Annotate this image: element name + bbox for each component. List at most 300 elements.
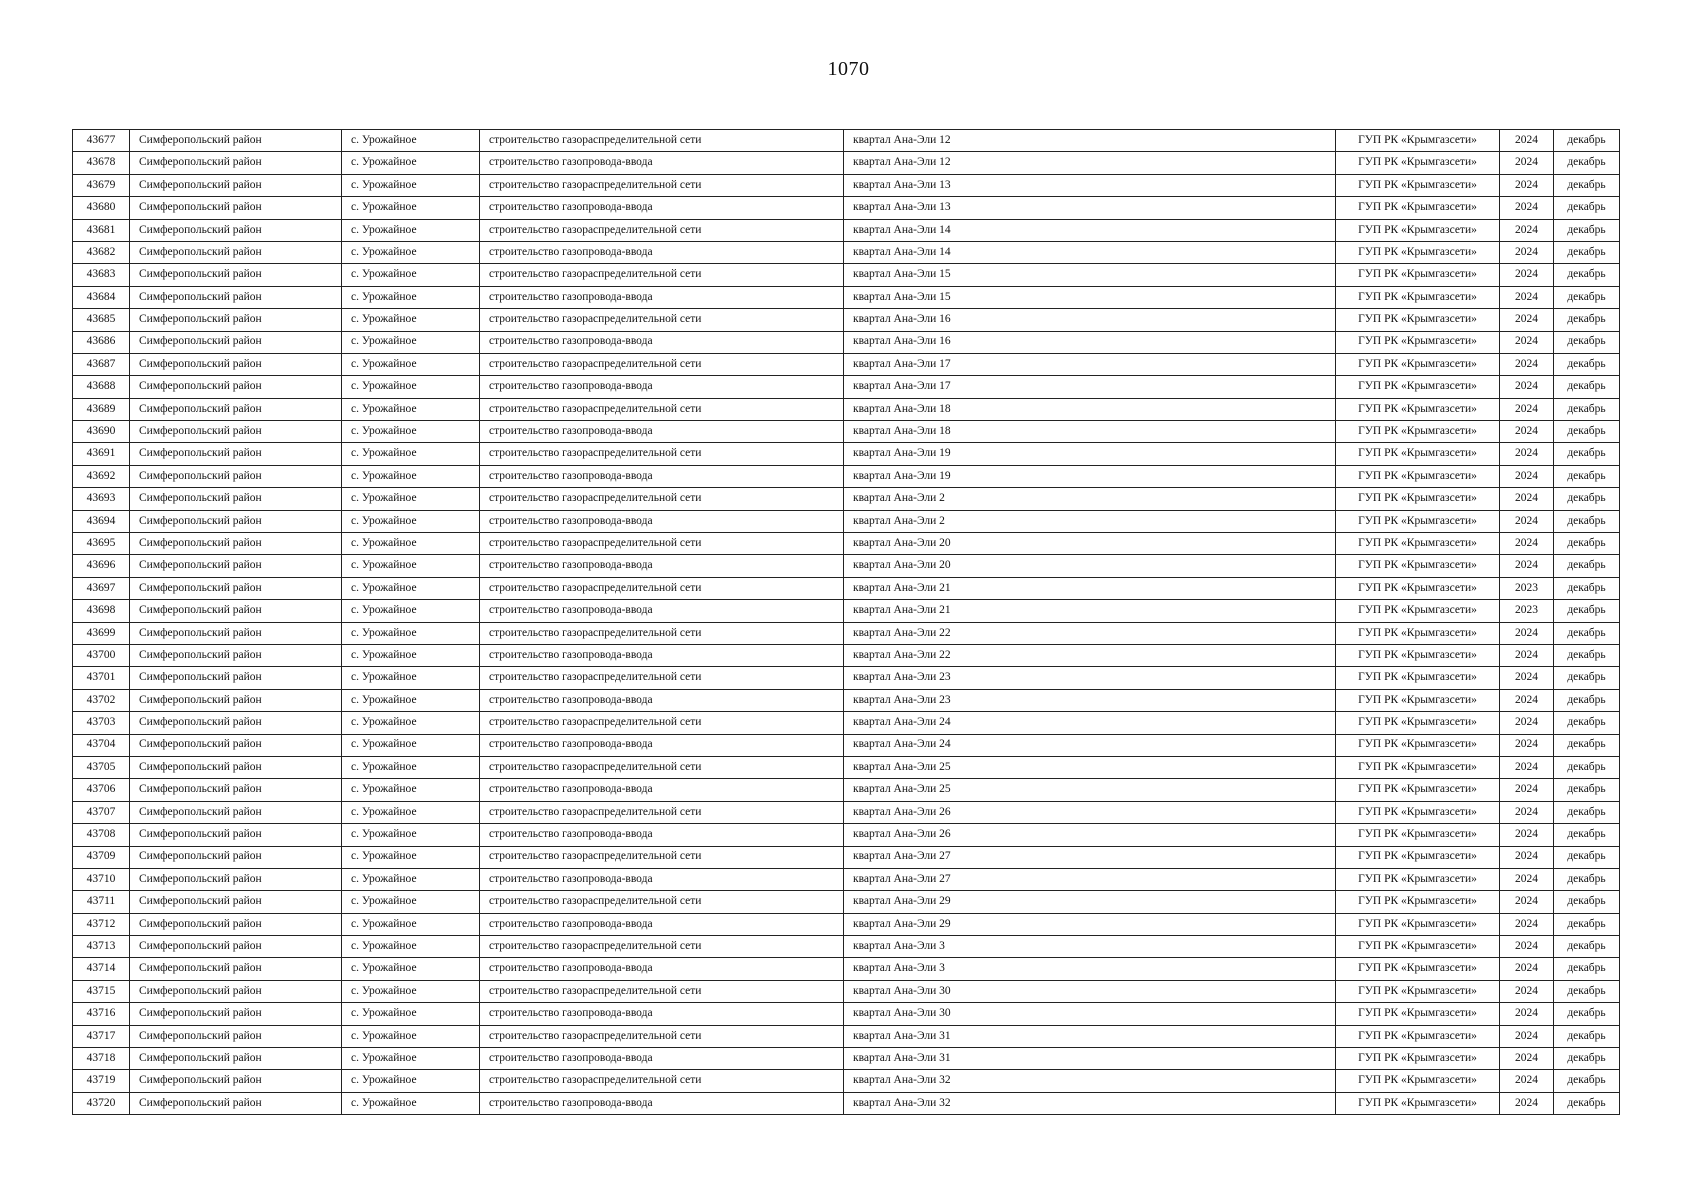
cell-district: Симферопольский район xyxy=(130,398,342,420)
cell-year: 2024 xyxy=(1500,824,1554,846)
cell-work-type: строительство газопровода-ввода xyxy=(480,376,844,398)
table-row xyxy=(73,197,1620,219)
cell-district: Симферопольский район xyxy=(130,577,342,599)
cell-work-type: строительство газопровода-ввода xyxy=(480,1048,844,1070)
cell-address: квартал Ана-Эли 18 xyxy=(844,421,1336,443)
cell-district: Симферопольский район xyxy=(130,1092,342,1114)
cell-district: Симферопольский район xyxy=(130,264,342,286)
cell-district: Симферопольский район xyxy=(130,779,342,801)
cell-month: декабрь xyxy=(1554,264,1620,286)
cell-district: Симферопольский район xyxy=(130,510,342,532)
cell-district: Симферопольский район xyxy=(130,756,342,778)
cell-district: Симферопольский район xyxy=(130,309,342,331)
cell-address: квартал Ана-Эли 25 xyxy=(844,756,1336,778)
cell-year: 2024 xyxy=(1500,756,1554,778)
cell-district: Симферопольский район xyxy=(130,801,342,823)
cell-organization: ГУП РК «Крымгазсети» xyxy=(1336,801,1500,823)
cell-locality: с. Урожайное xyxy=(342,533,480,555)
cell-organization: ГУП РК «Крымгазсети» xyxy=(1336,130,1500,152)
cell-work-type: строительство газораспределительной сети xyxy=(480,398,844,420)
cell-month: декабрь xyxy=(1554,1025,1620,1047)
cell-month: декабрь xyxy=(1554,197,1620,219)
cell-locality: с. Урожайное xyxy=(342,600,480,622)
cell-organization: ГУП РК «Крымгазсети» xyxy=(1336,1003,1500,1025)
table-row xyxy=(73,241,1620,263)
table-row xyxy=(73,1092,1620,1114)
cell-address: квартал Ана-Эли 22 xyxy=(844,644,1336,666)
cell-district: Симферопольский район xyxy=(130,667,342,689)
cell-locality: с. Урожайное xyxy=(342,1003,480,1025)
cell-locality: с. Урожайное xyxy=(342,376,480,398)
cell-month: декабрь xyxy=(1554,577,1620,599)
cell-work-type: строительство газопровода-ввода xyxy=(480,824,844,846)
cell-month: декабрь xyxy=(1554,756,1620,778)
cell-district: Симферопольский район xyxy=(130,958,342,980)
cell-month: декабрь xyxy=(1554,488,1620,510)
cell-work-type: строительство газопровода-ввода xyxy=(480,689,844,711)
table-row xyxy=(73,331,1620,353)
table-row xyxy=(73,712,1620,734)
cell-number: 43693 xyxy=(73,488,130,510)
cell-address: квартал Ана-Эли 3 xyxy=(844,936,1336,958)
cell-organization: ГУП РК «Крымгазсети» xyxy=(1336,1048,1500,1070)
cell-district: Симферопольский район xyxy=(130,846,342,868)
table-row xyxy=(73,980,1620,1002)
cell-number: 43685 xyxy=(73,309,130,331)
cell-address: квартал Ана-Эли 13 xyxy=(844,197,1336,219)
cell-month: декабрь xyxy=(1554,465,1620,487)
cell-number: 43702 xyxy=(73,689,130,711)
cell-locality: с. Урожайное xyxy=(342,152,480,174)
cell-work-type: строительство газораспределительной сети xyxy=(480,712,844,734)
registry-body xyxy=(73,130,1620,1115)
cell-organization: ГУП РК «Крымгазсети» xyxy=(1336,421,1500,443)
cell-locality: с. Урожайное xyxy=(342,846,480,868)
cell-number: 43701 xyxy=(73,667,130,689)
cell-number: 43707 xyxy=(73,801,130,823)
cell-month: декабрь xyxy=(1554,309,1620,331)
table-row xyxy=(73,689,1620,711)
cell-locality: с. Урожайное xyxy=(342,622,480,644)
cell-address: квартал Ана-Эли 15 xyxy=(844,286,1336,308)
cell-address: квартал Ана-Эли 32 xyxy=(844,1092,1336,1114)
cell-month: декабрь xyxy=(1554,1070,1620,1092)
cell-year: 2024 xyxy=(1500,555,1554,577)
cell-organization: ГУП РК «Крымгазсети» xyxy=(1336,712,1500,734)
table-row xyxy=(73,376,1620,398)
cell-work-type: строительство газопровода-ввода xyxy=(480,779,844,801)
cell-organization: ГУП РК «Крымгазсети» xyxy=(1336,219,1500,241)
cell-year: 2024 xyxy=(1500,667,1554,689)
cell-number: 43690 xyxy=(73,421,130,443)
table-row xyxy=(73,1003,1620,1025)
table-row xyxy=(73,152,1620,174)
cell-organization: ГУП РК «Крымгазсети» xyxy=(1336,241,1500,263)
table-row xyxy=(73,644,1620,666)
cell-work-type: строительство газопровода-ввода xyxy=(480,644,844,666)
cell-locality: с. Урожайное xyxy=(342,443,480,465)
cell-organization: ГУП РК «Крымгазсети» xyxy=(1336,376,1500,398)
cell-locality: с. Урожайное xyxy=(342,936,480,958)
cell-organization: ГУП РК «Крымгазсети» xyxy=(1336,779,1500,801)
cell-address: квартал Ана-Эли 13 xyxy=(844,174,1336,196)
cell-year: 2024 xyxy=(1500,689,1554,711)
cell-address: квартал Ана-Эли 12 xyxy=(844,130,1336,152)
cell-locality: с. Урожайное xyxy=(342,644,480,666)
cell-district: Симферопольский район xyxy=(130,824,342,846)
table-row xyxy=(73,174,1620,196)
cell-year: 2024 xyxy=(1500,309,1554,331)
cell-organization: ГУП РК «Крымгазсети» xyxy=(1336,264,1500,286)
cell-organization: ГУП РК «Крымгазсети» xyxy=(1336,891,1500,913)
cell-organization: ГУП РК «Крымгазсети» xyxy=(1336,197,1500,219)
cell-organization: ГУП РК «Крымгазсети» xyxy=(1336,443,1500,465)
table-row xyxy=(73,398,1620,420)
table-row xyxy=(73,936,1620,958)
cell-month: декабрь xyxy=(1554,712,1620,734)
table-row xyxy=(73,868,1620,890)
cell-address: квартал Ана-Эли 2 xyxy=(844,488,1336,510)
cell-locality: с. Урожайное xyxy=(342,130,480,152)
cell-district: Симферопольский район xyxy=(130,936,342,958)
table-row xyxy=(73,779,1620,801)
cell-month: декабрь xyxy=(1554,152,1620,174)
cell-year: 2024 xyxy=(1500,130,1554,152)
cell-year: 2024 xyxy=(1500,980,1554,1002)
cell-locality: с. Урожайное xyxy=(342,1070,480,1092)
cell-work-type: строительство газораспределительной сети xyxy=(480,309,844,331)
cell-month: декабрь xyxy=(1554,600,1620,622)
cell-month: декабрь xyxy=(1554,421,1620,443)
cell-address: квартал Ана-Эли 30 xyxy=(844,980,1336,1002)
cell-district: Симферопольский район xyxy=(130,286,342,308)
cell-year: 2024 xyxy=(1500,868,1554,890)
cell-month: декабрь xyxy=(1554,219,1620,241)
cell-organization: ГУП РК «Крымгазсети» xyxy=(1336,555,1500,577)
cell-address: квартал Ана-Эли 12 xyxy=(844,152,1336,174)
cell-organization: ГУП РК «Крымгазсети» xyxy=(1336,958,1500,980)
cell-work-type: строительство газораспределительной сети xyxy=(480,667,844,689)
cell-address: квартал Ана-Эли 19 xyxy=(844,465,1336,487)
cell-month: декабрь xyxy=(1554,779,1620,801)
cell-locality: с. Урожайное xyxy=(342,264,480,286)
cell-work-type: строительство газораспределительной сети xyxy=(480,353,844,375)
cell-locality: с. Урожайное xyxy=(342,421,480,443)
cell-number: 43682 xyxy=(73,241,130,263)
cell-locality: с. Урожайное xyxy=(342,309,480,331)
cell-number: 43706 xyxy=(73,779,130,801)
cell-work-type: строительство газораспределительной сети xyxy=(480,1070,844,1092)
cell-year: 2024 xyxy=(1500,734,1554,756)
cell-year: 2024 xyxy=(1500,219,1554,241)
cell-district: Симферопольский район xyxy=(130,1048,342,1070)
table-row xyxy=(73,801,1620,823)
cell-year: 2024 xyxy=(1500,421,1554,443)
cell-month: декабрь xyxy=(1554,510,1620,532)
cell-year: 2024 xyxy=(1500,465,1554,487)
cell-organization: ГУП РК «Крымгазсети» xyxy=(1336,152,1500,174)
cell-work-type: строительство газораспределительной сети xyxy=(480,936,844,958)
cell-year: 2024 xyxy=(1500,152,1554,174)
cell-address: квартал Ана-Эли 26 xyxy=(844,824,1336,846)
cell-month: декабрь xyxy=(1554,241,1620,263)
cell-number: 43677 xyxy=(73,130,130,152)
cell-month: декабрь xyxy=(1554,824,1620,846)
cell-locality: с. Урожайное xyxy=(342,667,480,689)
cell-work-type: строительство газораспределительной сети xyxy=(480,756,844,778)
cell-locality: с. Урожайное xyxy=(342,353,480,375)
cell-number: 43681 xyxy=(73,219,130,241)
cell-address: квартал Ана-Эли 27 xyxy=(844,868,1336,890)
table-row xyxy=(73,219,1620,241)
cell-locality: с. Урожайное xyxy=(342,779,480,801)
cell-work-type: строительство газопровода-ввода xyxy=(480,286,844,308)
cell-number: 43695 xyxy=(73,533,130,555)
table-row xyxy=(73,309,1620,331)
cell-district: Симферопольский район xyxy=(130,241,342,263)
table-row xyxy=(73,130,1620,152)
cell-work-type: строительство газопровода-ввода xyxy=(480,868,844,890)
cell-address: квартал Ана-Эли 3 xyxy=(844,958,1336,980)
cell-number: 43703 xyxy=(73,712,130,734)
cell-organization: ГУП РК «Крымгазсети» xyxy=(1336,309,1500,331)
cell-organization: ГУП РК «Крымгазсети» xyxy=(1336,622,1500,644)
cell-number: 43716 xyxy=(73,1003,130,1025)
table-row xyxy=(73,286,1620,308)
cell-month: декабрь xyxy=(1554,891,1620,913)
cell-number: 43684 xyxy=(73,286,130,308)
cell-address: квартал Ана-Эли 16 xyxy=(844,331,1336,353)
cell-locality: с. Урожайное xyxy=(342,868,480,890)
cell-month: декабрь xyxy=(1554,667,1620,689)
cell-locality: с. Урожайное xyxy=(342,980,480,1002)
cell-address: квартал Ана-Эли 14 xyxy=(844,241,1336,263)
cell-organization: ГУП РК «Крымгазсети» xyxy=(1336,734,1500,756)
cell-organization: ГУП РК «Крымгазсети» xyxy=(1336,488,1500,510)
cell-district: Симферопольский район xyxy=(130,197,342,219)
table-row xyxy=(73,510,1620,532)
cell-year: 2024 xyxy=(1500,936,1554,958)
cell-number: 43678 xyxy=(73,152,130,174)
cell-locality: с. Урожайное xyxy=(342,689,480,711)
cell-district: Симферопольский район xyxy=(130,376,342,398)
cell-work-type: строительство газораспределительной сети xyxy=(480,130,844,152)
cell-organization: ГУП РК «Крымгазсети» xyxy=(1336,913,1500,935)
cell-month: декабрь xyxy=(1554,286,1620,308)
cell-locality: с. Урожайное xyxy=(342,331,480,353)
table-row xyxy=(73,846,1620,868)
cell-locality: с. Урожайное xyxy=(342,174,480,196)
table-row xyxy=(73,264,1620,286)
cell-number: 43698 xyxy=(73,600,130,622)
cell-year: 2024 xyxy=(1500,443,1554,465)
cell-organization: ГУП РК «Крымгазсети» xyxy=(1336,577,1500,599)
cell-locality: с. Урожайное xyxy=(342,219,480,241)
cell-locality: с. Урожайное xyxy=(342,913,480,935)
cell-address: квартал Ана-Эли 21 xyxy=(844,577,1336,599)
cell-year: 2024 xyxy=(1500,801,1554,823)
cell-month: декабрь xyxy=(1554,801,1620,823)
cell-locality: с. Урожайное xyxy=(342,241,480,263)
cell-month: декабрь xyxy=(1554,913,1620,935)
cell-month: декабрь xyxy=(1554,130,1620,152)
cell-work-type: строительство газопровода-ввода xyxy=(480,734,844,756)
cell-number: 43719 xyxy=(73,1070,130,1092)
cell-number: 43705 xyxy=(73,756,130,778)
cell-address: квартал Ана-Эли 20 xyxy=(844,533,1336,555)
cell-organization: ГУП РК «Крымгазсети» xyxy=(1336,1092,1500,1114)
cell-district: Симферопольский район xyxy=(130,555,342,577)
cell-month: декабрь xyxy=(1554,868,1620,890)
cell-work-type: строительство газопровода-ввода xyxy=(480,197,844,219)
cell-year: 2024 xyxy=(1500,331,1554,353)
cell-organization: ГУП РК «Крымгазсети» xyxy=(1336,174,1500,196)
table-row xyxy=(73,443,1620,465)
table-row xyxy=(73,353,1620,375)
table-row xyxy=(73,734,1620,756)
cell-month: декабрь xyxy=(1554,331,1620,353)
cell-work-type: строительство газопровода-ввода xyxy=(480,465,844,487)
cell-year: 2024 xyxy=(1500,1048,1554,1070)
cell-locality: с. Урожайное xyxy=(342,577,480,599)
cell-number: 43680 xyxy=(73,197,130,219)
cell-district: Симферопольский район xyxy=(130,219,342,241)
cell-work-type: строительство газопровода-ввода xyxy=(480,241,844,263)
cell-number: 43709 xyxy=(73,846,130,868)
cell-work-type: строительство газораспределительной сети xyxy=(480,488,844,510)
cell-work-type: строительство газораспределительной сети xyxy=(480,533,844,555)
cell-district: Симферопольский район xyxy=(130,353,342,375)
cell-district: Симферопольский район xyxy=(130,644,342,666)
cell-address: квартал Ана-Эли 24 xyxy=(844,712,1336,734)
cell-number: 43699 xyxy=(73,622,130,644)
cell-month: декабрь xyxy=(1554,555,1620,577)
cell-number: 43696 xyxy=(73,555,130,577)
cell-organization: ГУП РК «Крымгазсети» xyxy=(1336,510,1500,532)
cell-number: 43679 xyxy=(73,174,130,196)
cell-organization: ГУП РК «Крымгазсети» xyxy=(1336,600,1500,622)
cell-number: 43708 xyxy=(73,824,130,846)
table-row xyxy=(73,1048,1620,1070)
cell-work-type: строительство газопровода-ввода xyxy=(480,1003,844,1025)
cell-locality: с. Урожайное xyxy=(342,465,480,487)
cell-work-type: строительство газораспределительной сети xyxy=(480,264,844,286)
cell-organization: ГУП РК «Крымгазсети» xyxy=(1336,644,1500,666)
cell-work-type: строительство газопровода-ввода xyxy=(480,510,844,532)
cell-work-type: строительство газораспределительной сети xyxy=(480,1025,844,1047)
cell-month: декабрь xyxy=(1554,980,1620,1002)
cell-district: Симферопольский район xyxy=(130,130,342,152)
cell-work-type: строительство газораспределительной сети xyxy=(480,980,844,1002)
cell-address: квартал Ана-Эли 20 xyxy=(844,555,1336,577)
cell-locality: с. Урожайное xyxy=(342,488,480,510)
page-number: 1070 xyxy=(827,58,870,80)
cell-organization: ГУП РК «Крымгазсети» xyxy=(1336,667,1500,689)
cell-address: квартал Ана-Эли 2 xyxy=(844,510,1336,532)
cell-number: 43710 xyxy=(73,868,130,890)
cell-year: 2023 xyxy=(1500,577,1554,599)
cell-month: декабрь xyxy=(1554,174,1620,196)
cell-work-type: строительство газораспределительной сети xyxy=(480,443,844,465)
cell-district: Симферопольский район xyxy=(130,1070,342,1092)
table-row xyxy=(73,488,1620,510)
cell-locality: с. Урожайное xyxy=(342,1092,480,1114)
cell-locality: с. Урожайное xyxy=(342,398,480,420)
cell-address: квартал Ана-Эли 26 xyxy=(844,801,1336,823)
table-row xyxy=(73,421,1620,443)
cell-month: декабрь xyxy=(1554,689,1620,711)
cell-year: 2024 xyxy=(1500,779,1554,801)
cell-year: 2024 xyxy=(1500,644,1554,666)
cell-number: 43713 xyxy=(73,936,130,958)
cell-organization: ГУП РК «Крымгазсети» xyxy=(1336,286,1500,308)
cell-month: декабрь xyxy=(1554,1048,1620,1070)
cell-address: квартал Ана-Эли 23 xyxy=(844,667,1336,689)
cell-district: Симферопольский район xyxy=(130,913,342,935)
cell-work-type: строительство газораспределительной сети xyxy=(480,174,844,196)
cell-year: 2024 xyxy=(1500,353,1554,375)
cell-address: квартал Ана-Эли 29 xyxy=(844,891,1336,913)
cell-year: 2024 xyxy=(1500,1025,1554,1047)
cell-month: декабрь xyxy=(1554,376,1620,398)
cell-locality: с. Урожайное xyxy=(342,555,480,577)
cell-address: квартал Ана-Эли 31 xyxy=(844,1048,1336,1070)
cell-year: 2024 xyxy=(1500,241,1554,263)
table-row xyxy=(73,1070,1620,1092)
table-row xyxy=(73,667,1620,689)
cell-district: Симферопольский район xyxy=(130,712,342,734)
cell-locality: с. Урожайное xyxy=(342,197,480,219)
cell-district: Симферопольский район xyxy=(130,152,342,174)
cell-work-type: строительство газопровода-ввода xyxy=(480,958,844,980)
cell-address: квартал Ана-Эли 32 xyxy=(844,1070,1336,1092)
cell-address: квартал Ана-Эли 31 xyxy=(844,1025,1336,1047)
cell-work-type: строительство газораспределительной сети xyxy=(480,801,844,823)
cell-locality: с. Урожайное xyxy=(342,712,480,734)
cell-organization: ГУП РК «Крымгазсети» xyxy=(1336,846,1500,868)
cell-year: 2024 xyxy=(1500,197,1554,219)
cell-organization: ГУП РК «Крымгазсети» xyxy=(1336,868,1500,890)
cell-district: Симферопольский район xyxy=(130,533,342,555)
cell-work-type: строительство газопровода-ввода xyxy=(480,913,844,935)
cell-number: 43683 xyxy=(73,264,130,286)
cell-work-type: строительство газораспределительной сети xyxy=(480,846,844,868)
cell-month: декабрь xyxy=(1554,846,1620,868)
table-row xyxy=(73,756,1620,778)
table-row xyxy=(73,465,1620,487)
cell-address: квартал Ана-Эли 21 xyxy=(844,600,1336,622)
cell-month: декабрь xyxy=(1554,353,1620,375)
table-row xyxy=(73,958,1620,980)
cell-month: декабрь xyxy=(1554,622,1620,644)
cell-number: 43694 xyxy=(73,510,130,532)
cell-year: 2024 xyxy=(1500,488,1554,510)
cell-locality: с. Урожайное xyxy=(342,801,480,823)
cell-work-type: строительство газопровода-ввода xyxy=(480,331,844,353)
cell-locality: с. Урожайное xyxy=(342,510,480,532)
cell-address: квартал Ана-Эли 15 xyxy=(844,264,1336,286)
cell-work-type: строительство газопровода-ввода xyxy=(480,555,844,577)
cell-number: 43714 xyxy=(73,958,130,980)
cell-year: 2024 xyxy=(1500,1092,1554,1114)
cell-month: декабрь xyxy=(1554,644,1620,666)
cell-work-type: строительство газопровода-ввода xyxy=(480,421,844,443)
cell-month: декабрь xyxy=(1554,958,1620,980)
cell-work-type: строительство газораспределительной сети xyxy=(480,891,844,913)
cell-address: квартал Ана-Эли 14 xyxy=(844,219,1336,241)
cell-address: квартал Ана-Эли 17 xyxy=(844,353,1336,375)
registry-table xyxy=(72,129,1620,1115)
